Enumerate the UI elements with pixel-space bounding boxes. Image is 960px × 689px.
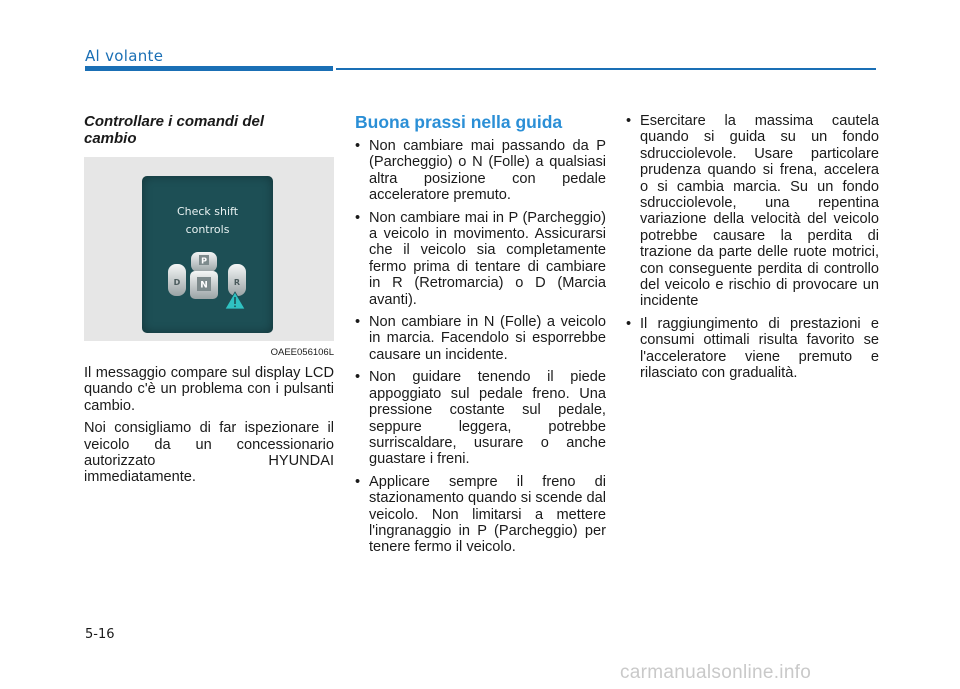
list-item: • Esercitare la massima cautela quando si guida su un fondo sdrucciolevole. Usare particolare prudenza quando si frena, accelera o si cambia marcia. Su un fondo sdrucciolevole, una repentina variazione della velocità del veicolo potrebbe causare la perdita di trazione da parte delle ruote motrici, con conseguente perdita di controllo del veicolo e rischio di provocare un incidente <box>626 113 879 310</box>
section-title: Al volante <box>85 47 164 65</box>
header-rule-thick <box>85 66 333 71</box>
list-item: • Applicare sempre il freno di stazionamento quando si scende dal veicolo. Non limitarsi a mettere l'ingranaggio in P (Parcheggio) per tenere fermo il veicolo. <box>355 473 606 556</box>
lcd-line-1: Check shift <box>176 205 239 218</box>
list-item: • Non cambiare mai passando da P (Parcheggio) o N (Folle) a qualsiasi altra posizione con pedale acceleratore premuto. <box>355 138 606 204</box>
list-item: • Non cambiare mai in P (Parcheggio) a veicolo in movimento. Assicurarsi che il veicolo sia completamente fermo prima di tentare di cambiare in R (Retromarcia) o D (Marcia avanti). <box>355 209 606 308</box>
bullet-icon: • <box>626 315 632 332</box>
paragraph-1: Il messaggio compare sul display LCD quando c'è un problema con i pulsanti cambio. <box>84 365 334 414</box>
figure-shift-warning <box>84 157 334 358</box>
lcd-message <box>142 203 273 239</box>
column-right <box>626 113 879 388</box>
column-middle <box>355 113 606 562</box>
list-item: • Non guidare tenendo il piede appoggiato sul pedale freno. Una pressione costante sul pedale, seppure leggera, potrebbe surriscaldare, usurare o anche guastare i freni. <box>355 369 606 468</box>
bullet-list-2 <box>626 113 879 382</box>
lcd-screen <box>142 176 273 333</box>
label-r: R <box>233 278 241 287</box>
label-p: P <box>201 256 207 266</box>
subheading: Controllare i comandi del cambio <box>84 113 265 147</box>
bullet-icon: • <box>355 209 361 226</box>
watermark: carmanualsonline.info <box>620 662 812 683</box>
label-d: D <box>173 278 181 287</box>
paragraph-2: Noi consigliamo di far ispezionare il veicolo da un concessionario autorizzato HYUNDAI immediatamente. <box>84 420 334 486</box>
bullet-icon: • <box>355 314 361 331</box>
bullet-list-1 <box>355 138 606 556</box>
page-number: 5-16 <box>85 627 115 642</box>
label-n: N <box>200 280 208 291</box>
bullet-icon: • <box>355 138 361 154</box>
bullet-icon: • <box>626 113 632 129</box>
header-rule-thin <box>336 68 876 70</box>
bullet-icon: • <box>355 473 361 490</box>
bullet-icon: • <box>355 369 361 386</box>
column-left <box>84 113 334 492</box>
lcd-line-2: controls <box>185 223 230 236</box>
shift-buttons-illustration <box>164 252 254 312</box>
figure-code: OAEE056106L <box>270 346 334 358</box>
section-heading: Buona prassi nella guida <box>355 112 563 132</box>
list-item: • Non cambiare in N (Folle) a veicolo in marcia. Facendolo si esporrebbe causare un incidente. <box>355 314 606 363</box>
list-item: • Il raggiungimento di prestazioni e consumi ottimali risulta favorito se l'acceleratore viene premuto e rilasciato con gradualità. <box>626 315 879 382</box>
